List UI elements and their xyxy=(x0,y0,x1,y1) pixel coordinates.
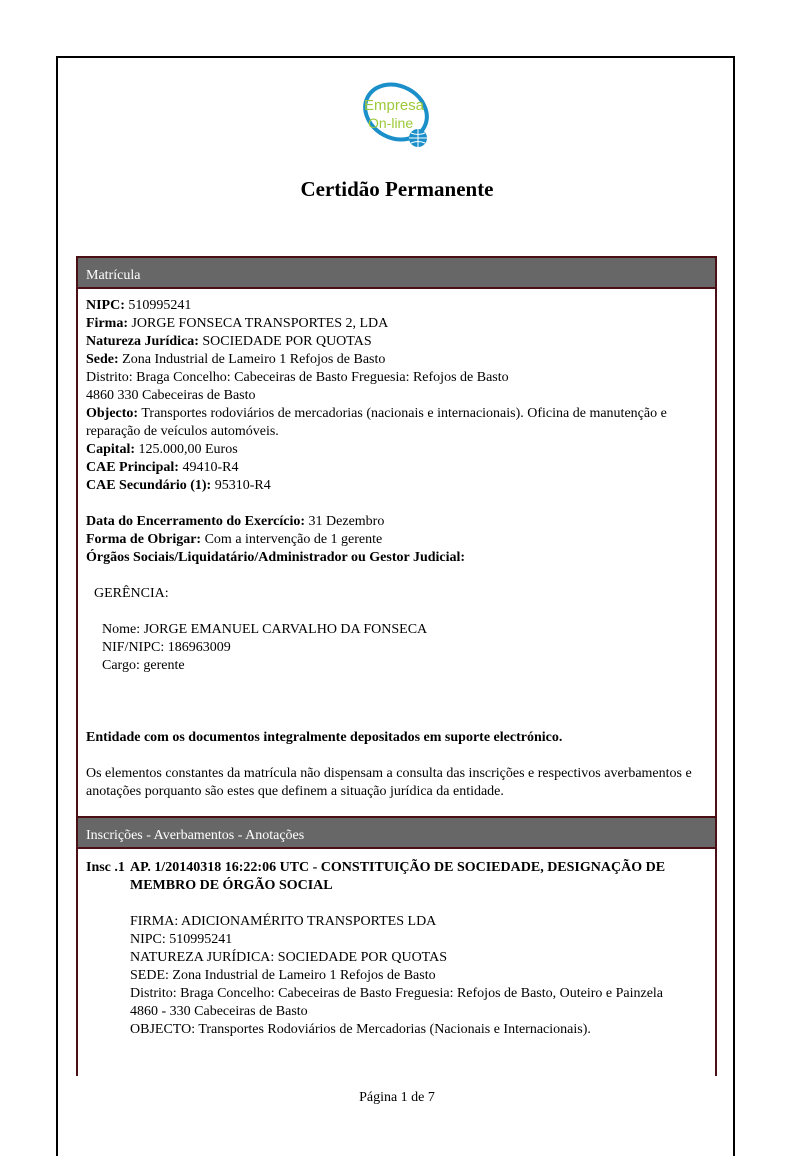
matricula-panel xyxy=(76,256,717,818)
objecto-row: Objecto: Transportes rodoviários de mercadorias (nacionais e internacionais). Oficina de manutenção e reparação de veículos automóveis. xyxy=(86,406,667,439)
entidade-note: Entidade com os documentos integralmente depositados em suporte electrónico. xyxy=(86,730,563,745)
cae-secundario-row: CAE Secundário (1): 95310-R4 xyxy=(86,478,271,493)
empresa-online-logo xyxy=(358,76,438,152)
natureza-row: Natureza Jurídica: SOCIEDADE POR QUOTAS xyxy=(86,334,372,349)
gerente-cargo: Cargo: gerente xyxy=(102,658,185,673)
inscricao-nipc: NIPC: 510995241 xyxy=(130,932,233,947)
page-title: Certidão Permanente xyxy=(300,177,494,201)
orgaos-heading: Órgãos Sociais/Liquidatário/Administrador ou Gestor Judicial: xyxy=(86,550,466,565)
encerramento-row: Data do Encerramento do Exercício: 31 Dezembro xyxy=(86,514,385,529)
inscricao-natureza: NATUREZA JURÍDICA: SOCIEDADE POR QUOTAS xyxy=(130,950,448,965)
inscricao-objecto: OBJECTO: Transportes Rodoviários de Mercadorias (Nacionais e Internacionais). xyxy=(130,1022,591,1037)
gerente-nome: Nome: JORGE EMANUEL CARVALHO DA FONSECA xyxy=(102,622,428,637)
svg-text:Empresa: Empresa xyxy=(364,97,425,114)
obrigar-row: Forma de Obrigar: Com a intervenção de 1 gerente xyxy=(86,532,383,547)
inscricoes-header: Inscrições - Averbamentos - Anotações xyxy=(78,816,715,849)
inscricao-number: Insc .1 xyxy=(86,860,125,875)
inscricao-heading: AP. 1/20140318 16:22:06 UTC - CONSTITUIÇÃO DE SOCIEDADE, DESIGNAÇÃO DE MEMBRO DE ÓRGÃO SOCIAL xyxy=(130,860,666,893)
inscricao-firma: FIRMA: ADICIONAMÉRITO TRANSPORTES LDA xyxy=(130,914,437,929)
inscricoes-panel xyxy=(76,816,717,1076)
matricula-body xyxy=(78,289,715,801)
inscricao-postal: 4860 - 330 Cabeceiras de Basto xyxy=(130,1004,308,1019)
inscricao-distrito: Distrito: Braga Concelho: Cabeceiras de Basto Freguesia: Refojos de Basto, Outeiro e Painzela xyxy=(130,986,664,1001)
capital-row: Capital: 125.000,00 Euros xyxy=(86,442,238,457)
matricula-header: Matrícula xyxy=(78,256,715,289)
svg-text:On-line: On-line xyxy=(368,115,414,131)
disclaimer-text: Os elementos constantes da matrícula não dispensam a consulta das inscrições e respectivos averbamentos e anotações porquanto são estes que definem a situação jurídica da entidade. xyxy=(86,766,692,799)
nipc-row: NIPC: 510995241 xyxy=(86,298,192,313)
postal-row: 4860 330 Cabeceiras de Basto xyxy=(86,388,256,403)
cae-principal-row: CAE Principal: 49410-R4 xyxy=(86,460,239,475)
logo-icon xyxy=(358,76,438,152)
firma-row: Firma: JORGE FONSECA TRANSPORTES 2, LDA xyxy=(86,316,389,331)
sede-row: Sede: Zona Industrial de Lameiro 1 Refojos de Basto xyxy=(86,352,386,367)
inscricao-item xyxy=(86,859,707,1039)
distrito-row: Distrito: Braga Concelho: Cabeceiras de Basto Freguesia: Refojos de Basto xyxy=(86,370,509,385)
inscricoes-body xyxy=(78,849,715,1039)
gerencia-label: GERÊNCIA: xyxy=(94,586,169,601)
page-number: Página 1 de 7 xyxy=(359,1090,435,1105)
inscricao-sede: SEDE: Zona Industrial de Lameiro 1 Refojos de Basto xyxy=(130,968,436,983)
gerente-nif: NIF/NIPC: 186963009 xyxy=(102,640,231,655)
